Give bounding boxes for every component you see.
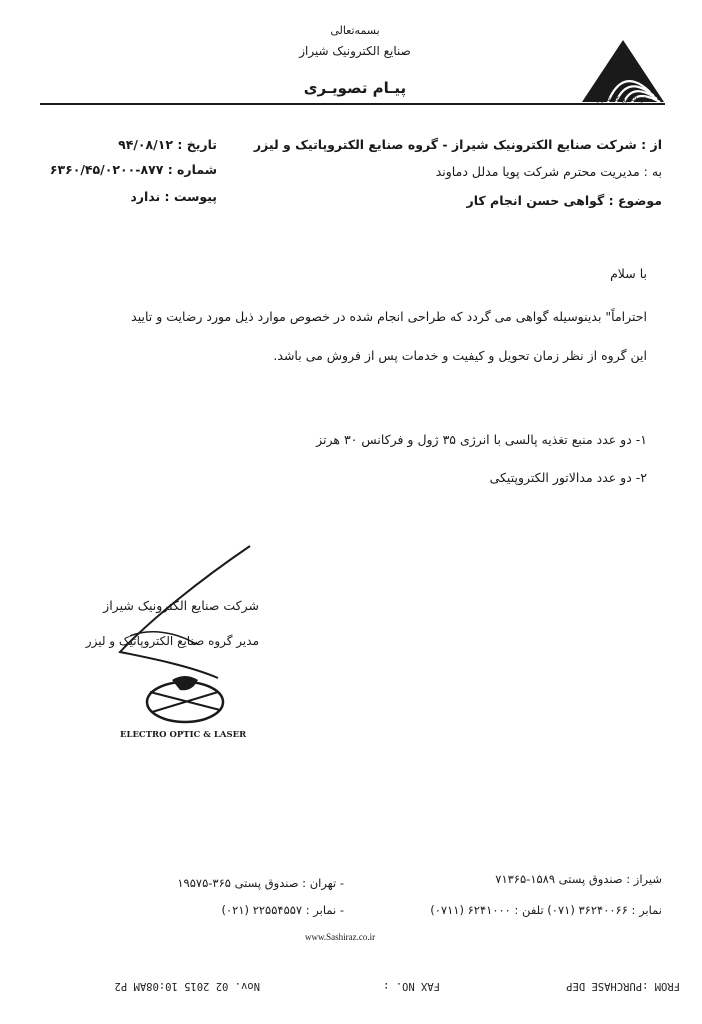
body-line-1: احتراماً" بدینوسیله گواهی می گردد که طراحی انجام شده در خصوص موارد ذیل مورد رضایت و تایید	[131, 309, 647, 324]
fax-from: FROM :PURCHASE DEP	[566, 980, 680, 992]
to-field: به : مدیریت محترم شرکت پویا مدلل دماوند	[435, 164, 662, 179]
body-line-2: این گروه از نظر زمان تحویل و کیفیت و خدمات پس از فروش می باشد.	[273, 348, 647, 363]
footer-tehran-fax: - نمابر : ۲۲۵۵۴۵۵۷ (۰۲۱)	[221, 903, 344, 917]
fax-timestamp: Nov. 02 2015 10:08AM P2	[114, 980, 260, 992]
from-field: از : شرکت صنایع الکترونیک شیراز - گروه صنایع الکتروپاتیک و لیزر	[253, 137, 662, 152]
stamp-text: ELECTRO OPTIC & LASER	[120, 730, 247, 740]
date-field: تاریخ : ۹۴/۰۸/۱۲	[118, 137, 217, 152]
footer-shiraz-phones: نمابر : ۳۶۲۴۰۰۶۶ (۰۷۱) تلفن : ۶۲۴۱۰۰۰ (۰۷۱۱)	[430, 903, 662, 917]
header-divider	[40, 103, 665, 105]
document-type-title: پیـام تصویـری	[303, 79, 407, 97]
logo-caption: صنایع الکترونیک شیراز	[597, 96, 653, 103]
subject-field: موضوع : گواهی حسن انجام کار	[466, 193, 662, 208]
list-item-2: ۲- دو عدد مدالاتور الکتروپتیکی	[489, 470, 647, 485]
greeting: با سلام	[610, 266, 647, 281]
footer-tehran-address: - تهران : صندوق پستی ۳۶۵-۱۹۵۷۵	[177, 876, 344, 890]
signature-company: شرکت صنایع الکترونیک شیراز	[103, 598, 259, 613]
list-item-1: ۱- دو عدد منبع تغذیه پالسی با انرژی ۳۵ ژول و فرکانس ۳۰ هرتز	[316, 432, 647, 447]
footer-shiraz-address: شیراز : صندوق پستی ۱۵۸۹-۷۱۳۶۵	[495, 872, 662, 886]
attachment-field: پیوست : ندارد	[130, 189, 217, 204]
basmala: بسمه‌تعالی	[330, 24, 380, 37]
signature-role: مدیر گروه صنایع الکتروپاتیک و لیزر	[85, 634, 259, 648]
header-company-name: صنایع الکترونیک شیراز	[299, 44, 411, 58]
footer-website: www.Sashiraz.co.ir	[305, 932, 376, 942]
number-field: شماره : ۸۷۷-۶۳۶۰/۴۵/۰۲۰۰	[49, 162, 217, 177]
fax-number: FAX NO. :	[383, 980, 440, 992]
